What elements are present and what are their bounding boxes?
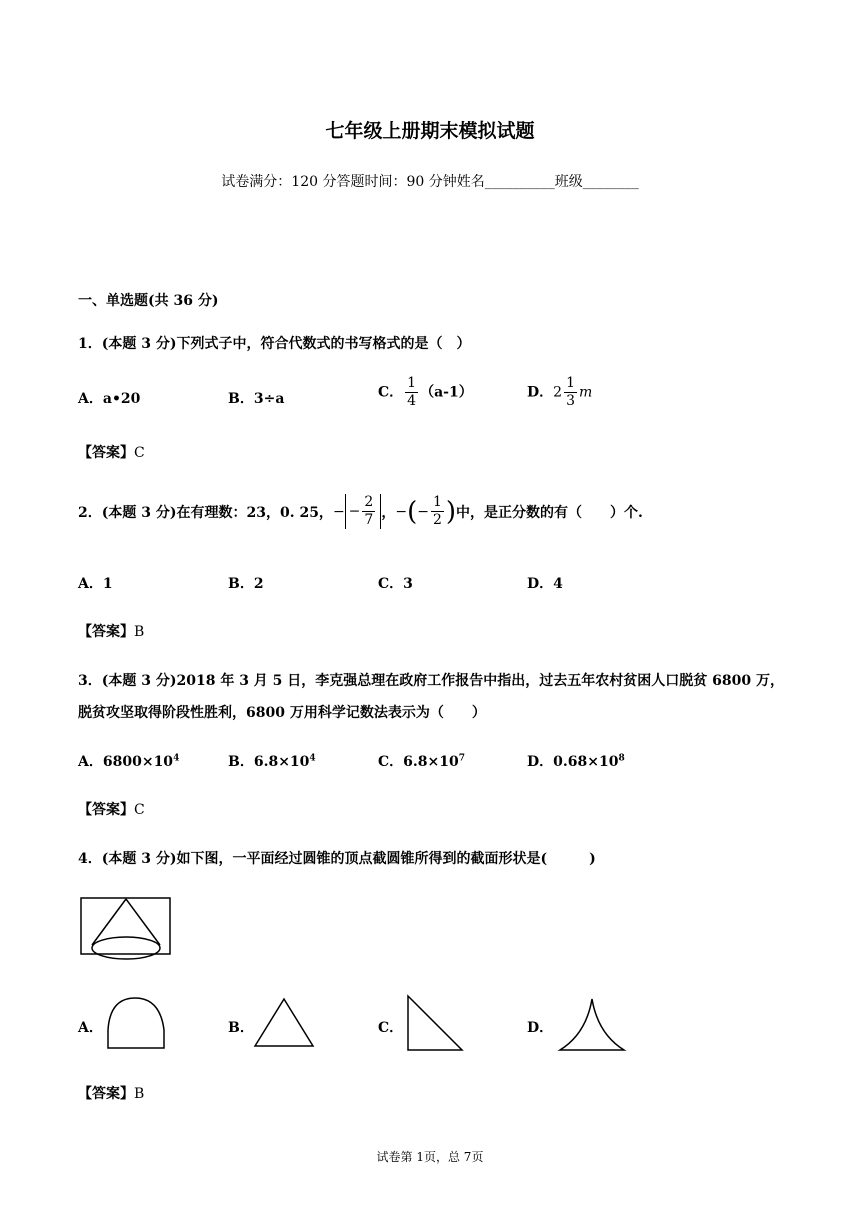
numerator: 1 [566, 375, 575, 391]
option-label: B． [228, 576, 254, 592]
q4-option-a-parabola-shape [104, 996, 170, 1052]
option-text: 3 [403, 576, 413, 592]
q4-option-b [228, 1017, 254, 1037]
q4-option-c-right-triangle-shape [404, 993, 466, 1053]
q2-option-c [378, 573, 413, 593]
q2-option-a [78, 573, 113, 593]
q1-answer [78, 442, 145, 462]
section-heading: 一、单选题(共 36 分) [78, 293, 219, 309]
page-title: 七年级上册期末模拟试题 [325, 120, 535, 142]
q3-option-a [78, 751, 179, 771]
question-3-stem-line-1: 3．(本题 3 分)2018 年 3 月 5 日，李克强总理在政府工作报告中指出，过去五年农村贫困人口脱贫 6800 万， [78, 673, 785, 689]
option-label: A． [78, 576, 103, 592]
fraction [564, 375, 577, 410]
q4-answer [78, 1083, 144, 1103]
q2-answer [78, 621, 144, 641]
denominator: 7 [364, 512, 374, 528]
answer-value: C [134, 802, 145, 818]
option-label: A． [78, 754, 103, 770]
cone-base [92, 937, 160, 959]
option-label: C． [378, 754, 404, 770]
variable: m [578, 384, 593, 401]
question-1-stem: 1．(本题 3 分)下列式子中，符合代数式的书写格式的是（ ） [78, 336, 471, 352]
question-2-stem [78, 494, 643, 529]
question-3-stem-line-2: 脱贫攻坚取得阶段性胜利，6800 万用科学记数法表示为（ ） [78, 705, 486, 721]
paren-close: ) [445, 496, 457, 527]
exponent: 7 [458, 753, 465, 764]
option-label: C． [378, 576, 404, 592]
option-text: 0.68×10 [553, 754, 619, 770]
option-text: 4 [553, 576, 563, 592]
q3-answer [78, 799, 145, 819]
minus-sign: − [395, 503, 408, 520]
option-label: D． [527, 754, 554, 770]
option-text: 2 [253, 576, 264, 592]
q4-option-a [78, 1017, 103, 1037]
option-text: （a-1） [420, 384, 473, 401]
option-text: 6.8×10 [253, 754, 310, 770]
denominator: 3 [566, 393, 575, 409]
cone-cross-section-figure [76, 893, 176, 969]
option-text: 1 [102, 576, 113, 592]
exam-info: 试卷满分：120 分答题时间：90 分钟姓名__________班级________ [221, 174, 639, 190]
fraction [431, 494, 444, 529]
denominator: 4 [407, 393, 417, 409]
answer-value: B [134, 624, 145, 640]
exponent: 4 [173, 753, 180, 764]
q4-option-b-triangle-shape [252, 996, 316, 1050]
answer-label: 【答案】 [78, 445, 134, 461]
comma: ， [381, 504, 396, 521]
q3-option-c [378, 751, 465, 771]
answer-label: 【答案】 [78, 1086, 134, 1102]
option-text: a•20 [102, 391, 141, 407]
q1-option-b [228, 388, 284, 408]
option-text: 6800×10 [102, 754, 174, 770]
stem-text: 2．(本题 3 分)在有理数：23，0. 25， [78, 504, 333, 521]
option-label: D． [527, 1020, 554, 1036]
paren-open: ( [407, 496, 418, 527]
fraction [405, 375, 418, 410]
option-label: D． [527, 576, 554, 592]
absolute-value [345, 494, 382, 529]
page-footer: 试卷第 1页，总 7页 [376, 1150, 484, 1164]
q4-option-d-curved-triangle-shape [556, 996, 628, 1054]
q3-option-b [228, 751, 316, 771]
option-label: A． [78, 1020, 103, 1036]
q4-option-c [378, 1017, 403, 1037]
q2-option-b [228, 573, 264, 593]
answer-value: B [134, 1086, 145, 1102]
q1-option-d [527, 375, 592, 410]
option-label: B． [228, 1020, 254, 1036]
minus-sign: − [348, 503, 361, 520]
option-label: C． [378, 1020, 404, 1036]
option-text: 3÷a [253, 391, 285, 407]
option-label: C． [378, 384, 404, 401]
option-label: D． [527, 384, 554, 401]
option-label: B． [228, 391, 254, 407]
exponent: 8 [618, 753, 625, 764]
whole-number: 2 [553, 384, 563, 401]
cone-sides [92, 899, 160, 945]
q4-option-d [527, 1017, 553, 1037]
answer-label: 【答案】 [78, 802, 134, 818]
answer-label: 【答案】 [78, 624, 134, 640]
minus-sign: − [417, 503, 429, 520]
stem-text: 中，是正分数的有（ ）个. [456, 504, 643, 521]
q1-option-c [378, 375, 473, 410]
q1-option-a [78, 388, 140, 408]
option-label: B． [228, 754, 254, 770]
numerator: 2 [364, 494, 374, 510]
exponent: 4 [309, 753, 316, 764]
q3-option-d [527, 751, 625, 771]
answer-value: C [134, 445, 145, 461]
numerator: 1 [432, 494, 442, 510]
cutting-plane [81, 898, 170, 954]
option-text: 6.8×10 [403, 754, 459, 770]
question-4-stem: 4．(本题 3 分)如下图，一平面经过圆锥的顶点截圆锥所得到的截面形状是( ) [78, 851, 596, 867]
q2-option-d [527, 573, 563, 593]
minus-sign: − [332, 503, 345, 520]
fraction [362, 494, 375, 529]
numerator: 1 [407, 375, 417, 391]
denominator: 2 [432, 512, 442, 528]
option-label: A． [78, 391, 103, 407]
